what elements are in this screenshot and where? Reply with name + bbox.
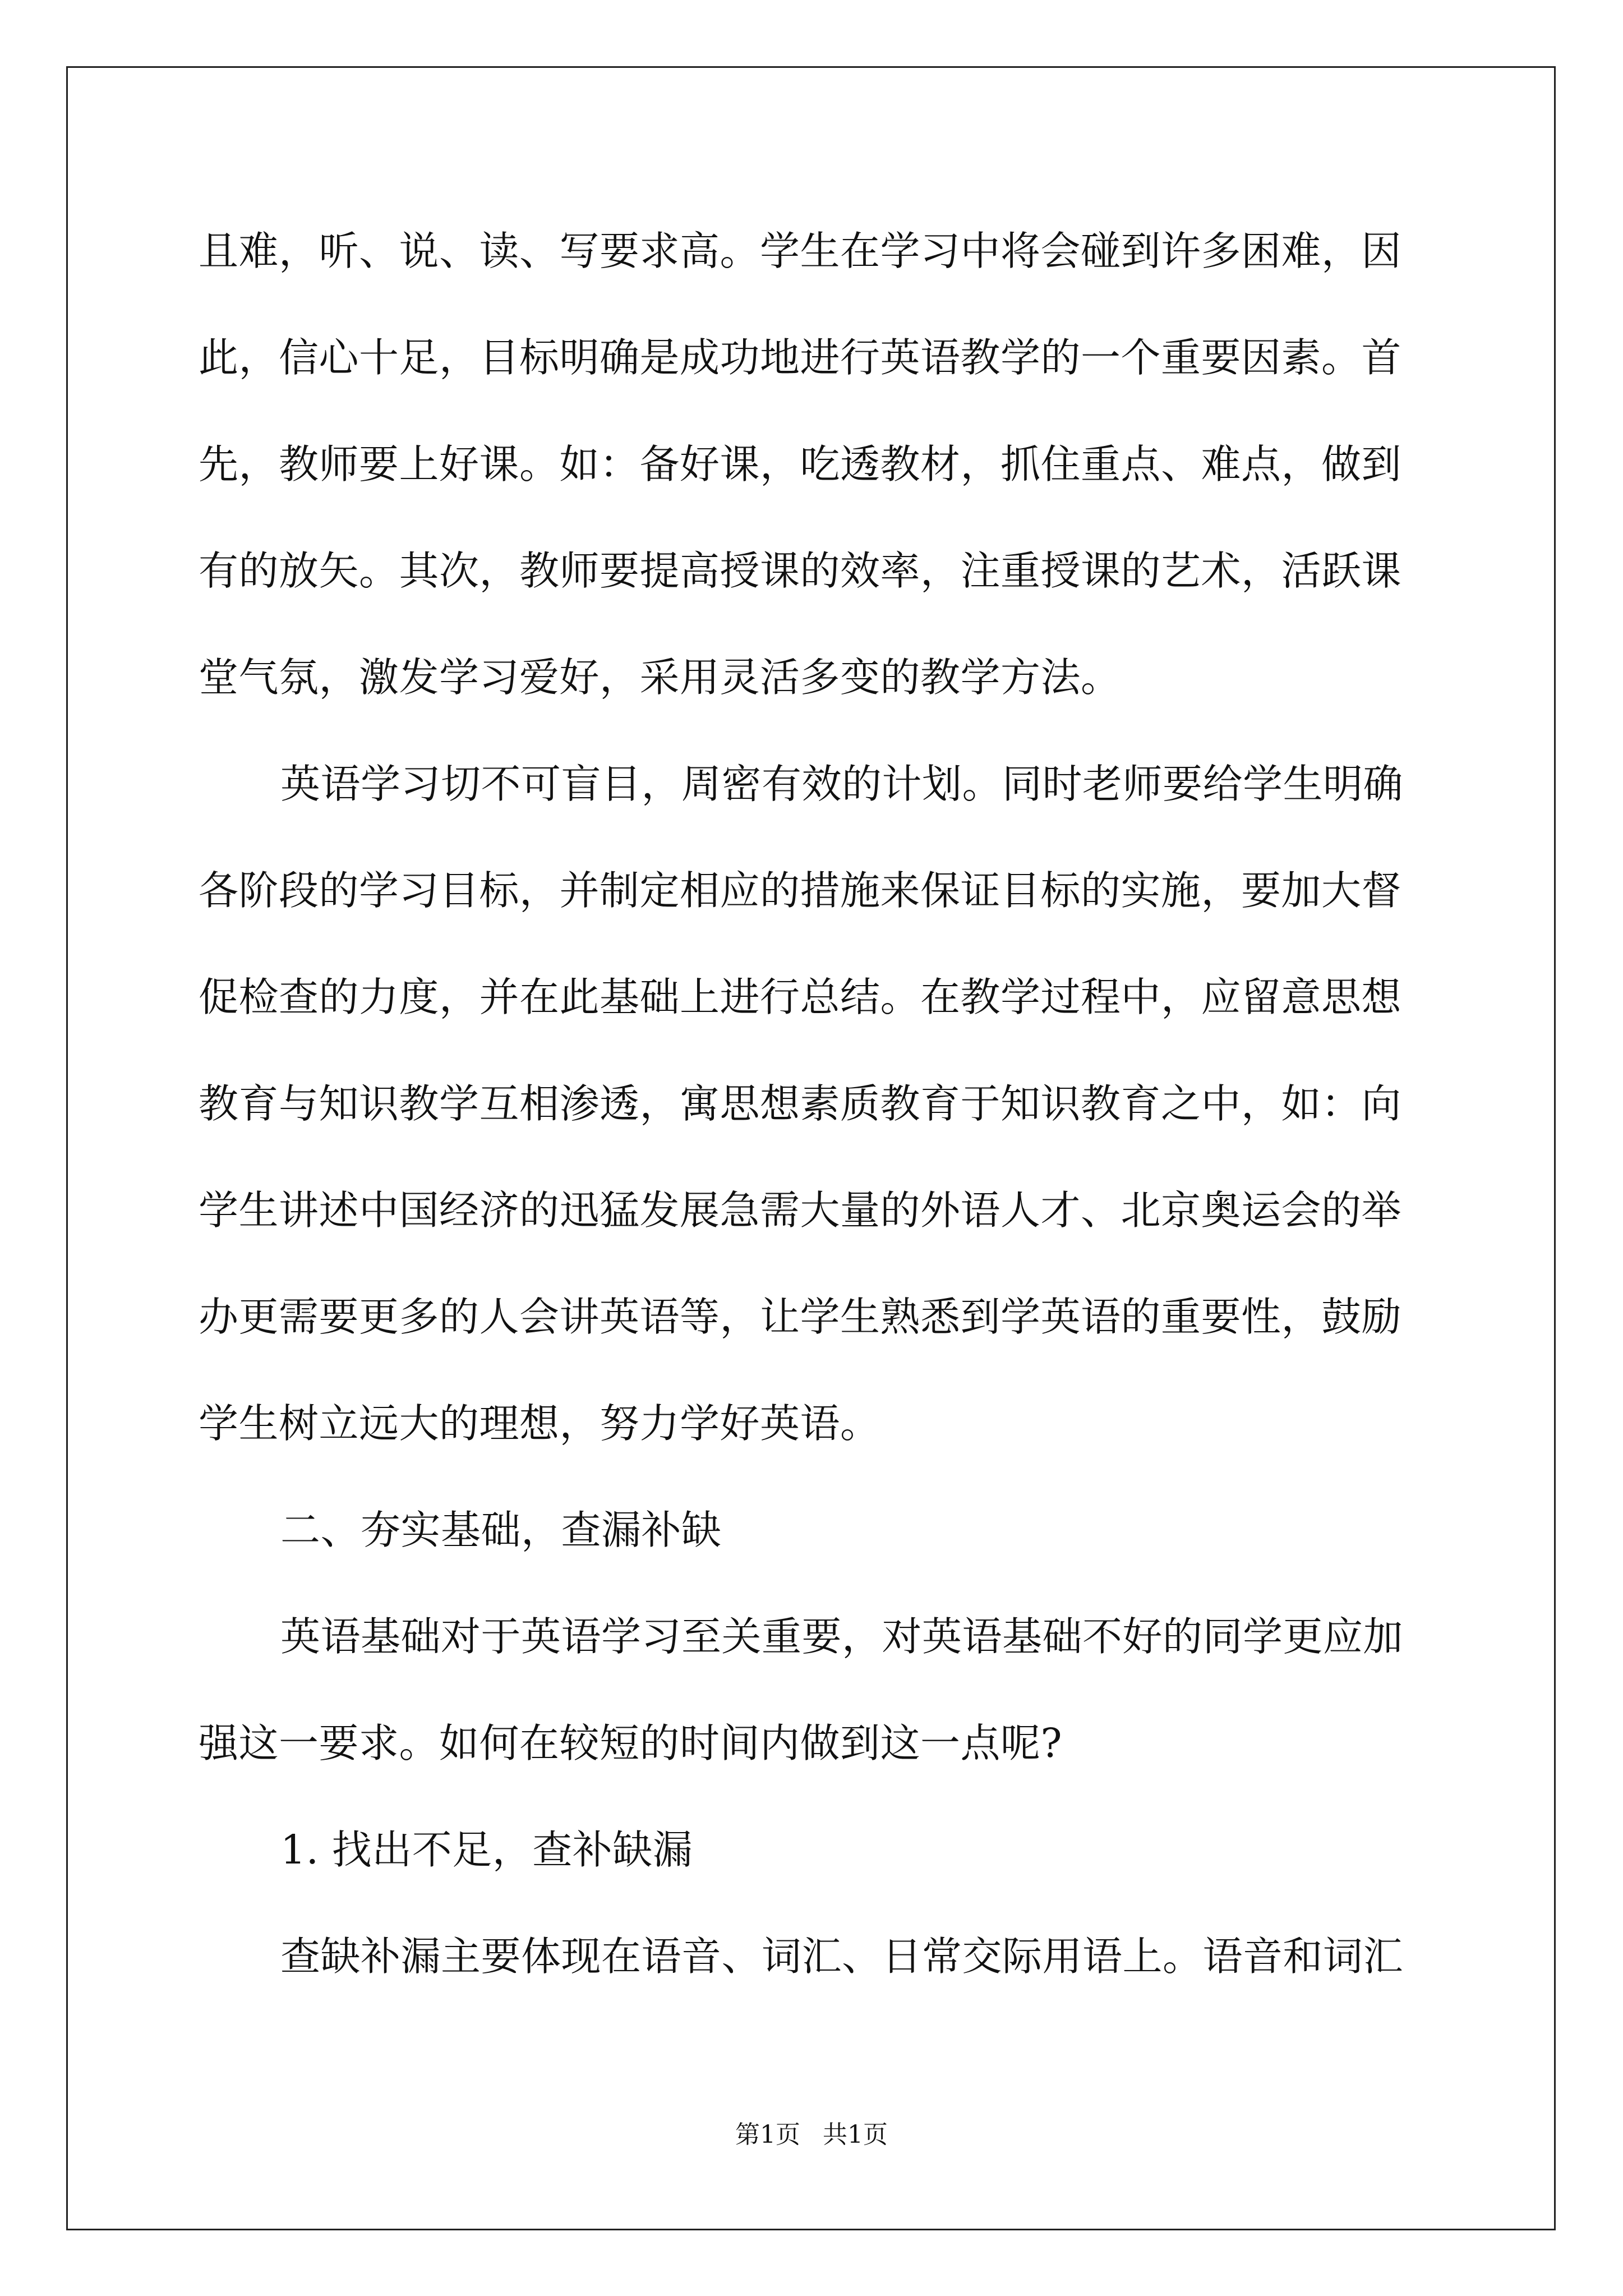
page-footer: [0, 2118, 1623, 2152]
text-line: 堂气氛，激发学习爱好，采用灵活多变的教学方法。: [199, 654, 1121, 701]
text-line: 先，教师要上好课。如：备好课，吃透教材，抓住重点、难点，做到: [199, 441, 1402, 487]
text-line: 学生树立远大的理想，努力学好英语。: [199, 1400, 880, 1447]
page-number-total: 共1页: [823, 2120, 888, 2149]
text-line: 此，信心十足，目标明确是成功地进行英语教学的一个重要因素。首: [199, 334, 1402, 381]
text-line: 教育与知识教学互相渗透，寓思想素质教育于知识教育之中，如：向: [199, 1080, 1402, 1127]
subsection-heading: 1. 找出不足，查补缺漏: [280, 1826, 693, 1873]
page-number-current: 第1页: [735, 2120, 800, 2149]
text-line: 有的放矢。其次，教师要提高授课的效率，注重授课的艺术，活跃课: [199, 547, 1402, 594]
text-line: 促检查的力度，并在此基础上进行总结。在教学过程中，应留意思想: [199, 974, 1402, 1020]
text-line: 且难，听、说、读、写要求高。学生在学习中将会碰到许多困难，因: [199, 228, 1402, 274]
paragraph-first-line: 查缺补漏主要体现在语音、词汇、日常交际用语上。语音和词汇: [280, 1933, 1404, 1980]
text-line: 办更需要更多的人会讲英语等，让学生熟悉到学英语的重要性，鼓励: [199, 1294, 1402, 1340]
paragraph-first-line: 英语学习切不可盲目，周密有效的计划。同时老师要给学生明确: [280, 761, 1404, 807]
text-line: 学生讲述中国经济的迅猛发展急需大量的外语人才、北京奥运会的举: [199, 1187, 1402, 1234]
text-line: 各阶段的学习目标，并制定相应的措施来保证目标的实施，要加大督: [199, 867, 1402, 914]
section-heading: 二、夯实基础，查漏补缺: [280, 1507, 722, 1553]
paragraph-first-line: 英语基础对于英语学习至关重要，对英语基础不好的同学更应加: [280, 1613, 1404, 1660]
text-line: 强这一要求。如何在较短的时间内做到这一点呢?: [199, 1720, 1063, 1766]
